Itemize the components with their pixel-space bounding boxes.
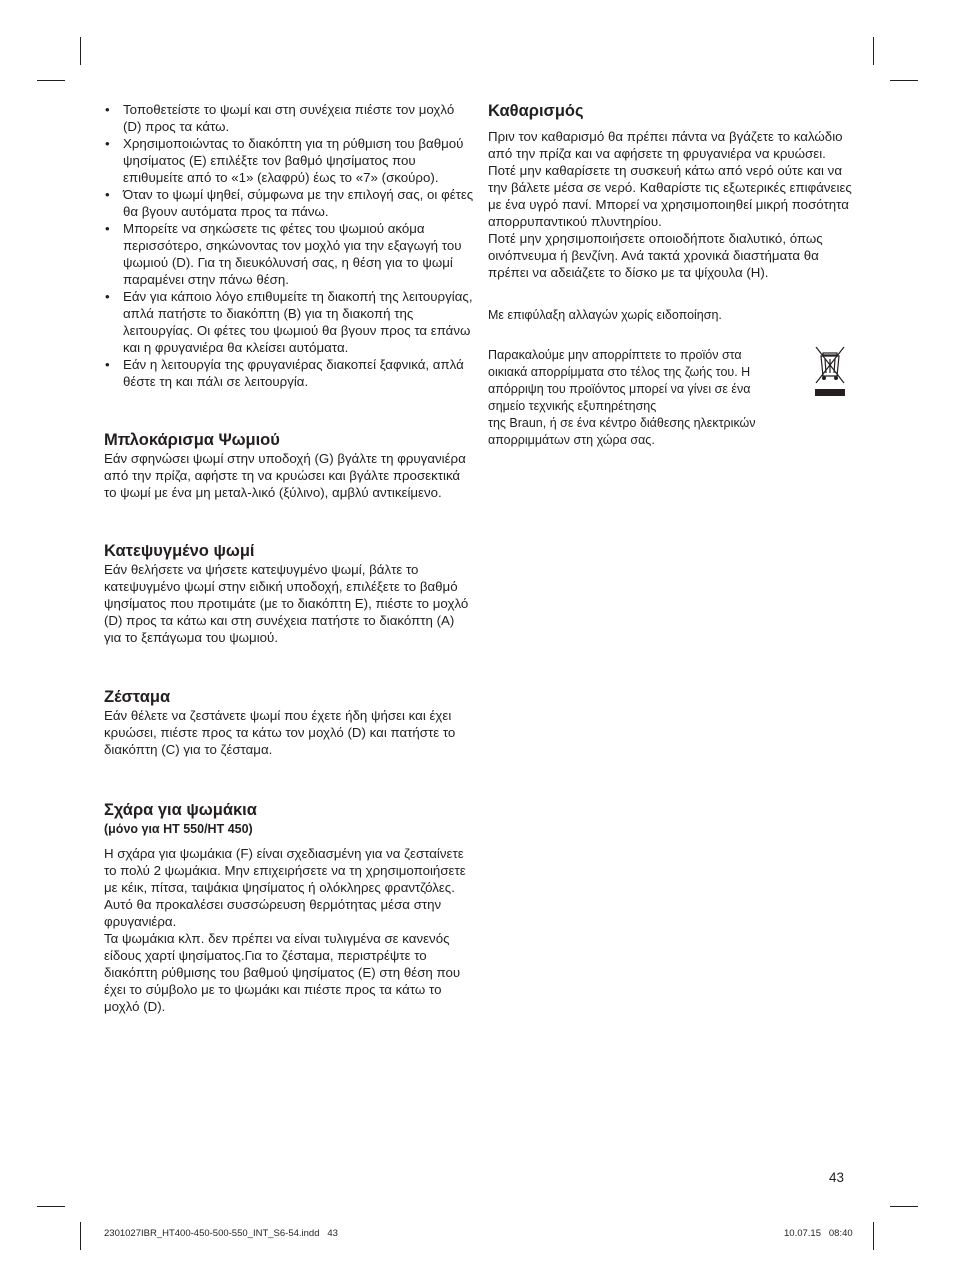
page-number: 43	[829, 1170, 845, 1185]
crop-mark	[80, 37, 81, 65]
footer-filename: 2301027IBR_HT400-450-500-550_INT_S6-54.indd 43	[104, 1228, 338, 1239]
usage-bullet-list	[104, 101, 474, 390]
crop-mark	[873, 37, 874, 65]
crop-mark	[80, 1222, 81, 1250]
bullet-item: • Τοποθετείστε το ψωμί και στη συνέχεια πιέστε τον μοχλό (D) προς τα κάτω.	[104, 101, 474, 135]
bullet-item: • Μπορείτε να σηκώσετε τις φέτες του ψωμιού ακόμα περισσότερο, σηκώνοντας τον μοχλό για την εξαγωγή του ψωμιού (D). Για τη διευκόλυνσή σας, η θέση για το ψωμί παραμένει στην πάνω θέση.	[104, 220, 474, 288]
bullet-item: • Εάν για κάποιο λόγο επιθυμείτε τη διακοπή της λειτουργίας, απλά πατήστε το διακόπτη (B) για τη διακοπή της λειτουργίας. Οι φέτες του ψωμιού θα βγουν προς τα επάνω και η φρυγανιέρα θα κλείσει αυτόματα.	[104, 288, 474, 356]
crop-mark	[37, 80, 65, 81]
crop-mark	[890, 1206, 918, 1207]
crossed-out-wheelie-bin-icon	[813, 344, 847, 398]
left-column	[104, 101, 474, 1015]
bullet-item: • Όταν το ψωμί ψηθεί, σύμφωνα με την επιλογή σας, οι φέτες θα βγουν αυτόματα προς τα πάνω.	[104, 186, 474, 220]
section-text: Ποτέ μην καθαρίσετε τη συσκευή κάτω από νερό ούτε και να την βάλετε μέσα σε νερό. Καθαρίστε τις εξωτερικές επιφάνειες με ένα υγρό πανί. Μπορεί να χρησιμοποιηθεί μικρή ποσότητα απορρυπαντικού πλυντηρίου.	[488, 163, 852, 229]
bullet-item: • Χρησιμοποιώντας το διακόπτη για τη ρύθμιση του βαθμού ψησίματος (E) επιλέξτε τον βαθμό ψησίματος που επιθυμείτε από το «1» (ελαφρύ) έως το «7» (σκούρο).	[104, 135, 474, 186]
section-text: Εάν θέλετε να ζεστάνετε ψωμί που έχετε ήδη ψήσει και έχει κρυώσει, πιέστε προς τα κάτω τον μοχλό (D) και πατήστε το διακόπτη (C) για το ζέσταμα.	[104, 708, 456, 757]
section-text: Πριν τον καθαρισμό θα πρέπει πάντα να βγάζετε το καλώδιο από την πρίζα και να αφήσετε τη φρυγανιέρα να κρυώσει.	[488, 129, 843, 161]
section-text: Η σχάρα για ψωμάκια (F) είναι σχεδιασμένη για να ζεσταίνετε το πολύ 2 ψωμάκια. Μην επιχειρήσετε να τη χρησιμοποιήσετε με κέικ, πίτσα, ταψάκια ψησίματος ή ολόκληρες φραντζόλες. Αυτό θα προκαλέσει συσσώρευση θερμότητας μέσα στην φρυγανιέρα.	[104, 846, 466, 929]
right-column	[488, 101, 858, 449]
disposal-text: της Braun, ή σε ένα κέντρο διάθεσης ηλεκτρικών απορριμμάτων στη χώρα σας.	[488, 416, 756, 447]
disposal-notice	[488, 347, 858, 449]
section-warming	[104, 687, 474, 758]
section-bun-rack	[104, 800, 474, 1015]
section-text: Εάν σφηνώσει ψωμί στην υποδοχή (G) βγάλτε τη φρυγανιέρα από την πρίζα, αφήστε τη να κρυώσει και βγάλτε προσεκτικά το ψωμί με ένα μη μεταλ-λικό (ξύλινο), αμβλύ αντικείμενο.	[104, 451, 466, 500]
section-heading: Ζέσταμα	[104, 688, 171, 706]
crop-mark	[873, 1222, 874, 1250]
section-cleaning	[488, 101, 858, 281]
disposal-text: Παρακαλούμε μην απορρίπτετε το προϊόν στα οικιακά απορρίμματα στο τέλος της ζωής του. Η απόρριψη του προϊόντος μπορεί να γίνει σε ένα σημείο τεχνικής εξυπηρέτησης	[488, 348, 751, 413]
section-frozen-bread	[104, 541, 474, 646]
section-heading: Καθαρισμός	[488, 102, 584, 120]
section-subheading: (μόνο για HT 550/HT 450)	[104, 822, 253, 836]
crop-mark	[890, 80, 918, 81]
section-bread-blocking	[104, 430, 474, 501]
section-text: Τα ψωμάκια κλπ. δεν πρέπει να είναι τυλιγμένα σε κανενός είδους χαρτί ψησίματος.Για το ζέσταμα, περιστρέψτε το διακόπτη ρύθμισης του βαθμού ψησίματος (E) στη θέση που έχει το σύμβολο με το ψωμάκι και πιέστε προς τα κάτω το μοχλό (D).	[104, 931, 461, 1014]
section-text: Ποτέ μην χρησιμοποιήσετε οποιοδήποτε διαλυτικό, όπως οινόπνευμα ή βενζίνη. Ανά τακτά χρονικά διαστήματα θα πρέπει να αδειάζετε το δίσκο με τα ψίχουλα (H).	[488, 231, 823, 280]
crop-mark	[37, 1206, 65, 1207]
section-heading: Κατεψυγμένο ψωμί	[104, 542, 255, 560]
section-heading: Μπλοκάρισμα Ψωμιού	[104, 431, 280, 449]
footer-timestamp: 10.07.15 08:40	[784, 1228, 853, 1239]
change-notice: Με επιφύλαξη αλλαγών χωρίς ειδοποίηση.	[488, 308, 722, 322]
section-text: Εάν θελήσετε να ψήσετε κατεψυγμένο ψωμί, βάλτε το κατεψυγμένο ψωμί στην ειδική υποδοχή, επιλέξετε το βαθμό ψησίματος που προτιμάτε (με το διακόπτη E), πιέστε το μοχλό (D) προς τα κάτω και στη συνέχεια πατήστε το διακόπτη (A) για το ξεπάγωμα του ψωμιού.	[104, 562, 469, 645]
section-heading: Σχάρα για ψωμάκια	[104, 801, 257, 819]
bullet-item: • Εάν η λειτουργία της φρυγανιέρας διακοπεί ξαφνικά, απλά θέστε τη και πάλι σε λειτουργία.	[104, 356, 474, 390]
